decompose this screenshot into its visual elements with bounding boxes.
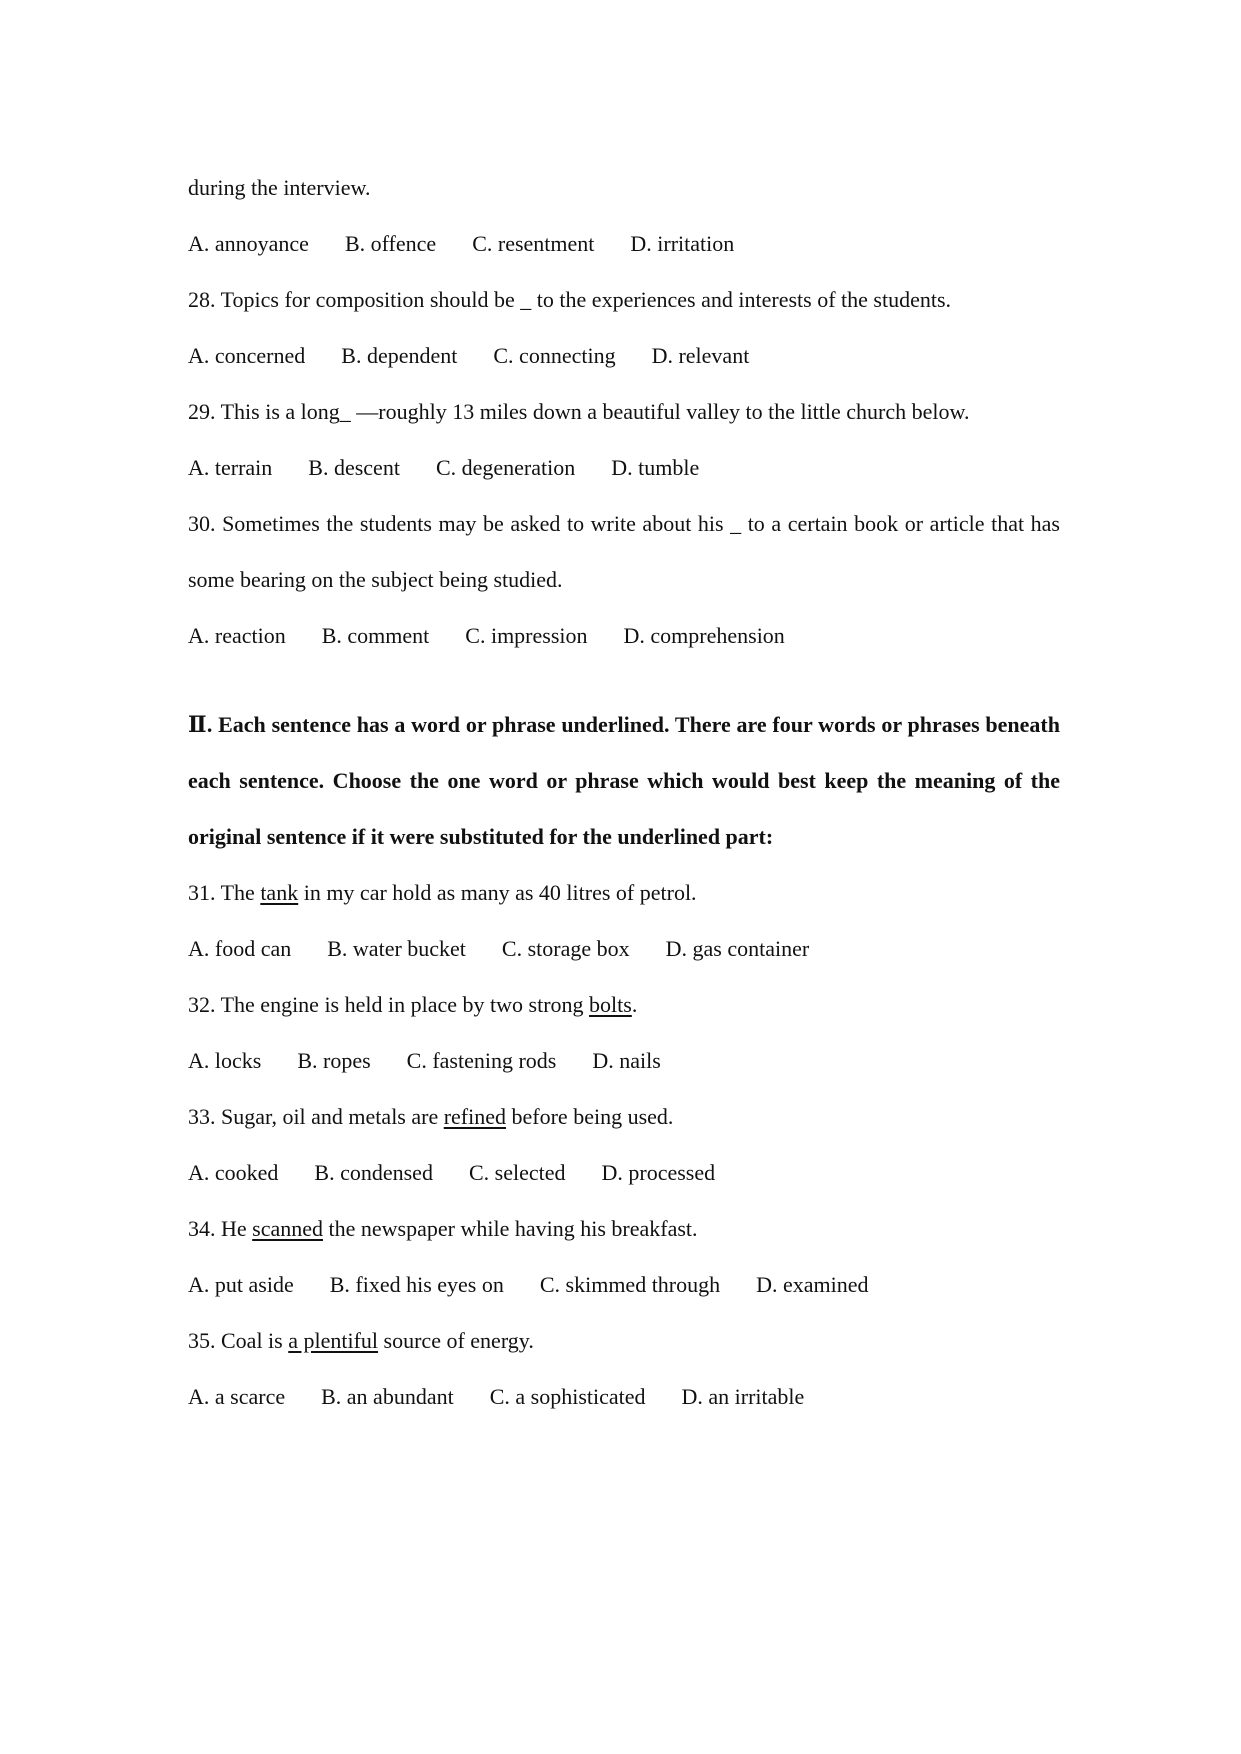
section-1-items bbox=[188, 160, 1060, 664]
option: A. a scarce bbox=[188, 1384, 286, 1409]
question-before: 31. The bbox=[188, 880, 261, 905]
answer-options bbox=[188, 921, 1060, 977]
answer-options bbox=[188, 1145, 1060, 1201]
option: D. tumble bbox=[611, 455, 700, 480]
option: D. examined bbox=[756, 1272, 869, 1297]
option: C. fastening rods bbox=[406, 1048, 557, 1073]
answer-options bbox=[188, 440, 1060, 496]
question-text bbox=[188, 1089, 1060, 1145]
option: C. degeneration bbox=[435, 455, 576, 480]
document-content bbox=[188, 160, 1060, 1425]
underlined-phrase: refined bbox=[443, 1104, 507, 1129]
underlined-phrase: tank bbox=[260, 880, 299, 905]
section-2-heading: Ⅱ. Each sentence has a word or phrase underlined. There are four words or phrases beneath each sentence. Choose the one word or phrase which would best keep the meaning of the original sentence if it were substituted for the underlined part: bbox=[188, 712, 1060, 849]
option: D. comprehension bbox=[623, 623, 785, 648]
question-text: 28. Topics for composition should be _ to the experiences and interests of the students. bbox=[188, 287, 952, 312]
option: B. condensed bbox=[314, 1160, 433, 1185]
answer-options bbox=[188, 1369, 1060, 1425]
option: D. irritation bbox=[630, 231, 735, 256]
question-after: source of energy. bbox=[378, 1328, 534, 1353]
option: B. fixed his eyes on bbox=[329, 1272, 504, 1297]
question-before: 34. He bbox=[188, 1216, 253, 1241]
option: C. connecting bbox=[493, 343, 616, 368]
option: B. offence bbox=[344, 231, 437, 256]
option: D. nails bbox=[592, 1048, 661, 1073]
question-text bbox=[188, 1313, 1060, 1369]
option: D. relevant bbox=[651, 343, 750, 368]
question-text: 30. Sometimes the students may be asked to write about his _ to a certain book or article that has some bearing on the subject being studied. bbox=[188, 511, 1060, 592]
option: C. skimmed through bbox=[539, 1272, 721, 1297]
option: C. impression bbox=[465, 623, 588, 648]
question-before: 35. Coal is bbox=[188, 1328, 289, 1353]
underlined-phrase: scanned bbox=[252, 1216, 324, 1241]
question-text bbox=[188, 1201, 1060, 1257]
option: C. storage box bbox=[501, 936, 630, 961]
answer-options bbox=[188, 1033, 1060, 1089]
underlined-phrase: bolts bbox=[589, 992, 632, 1017]
question-before: 32. The engine is held in place by two strong bbox=[188, 992, 590, 1017]
option: A. annoyance bbox=[188, 231, 309, 256]
question-text: during the interview. bbox=[188, 175, 371, 200]
option: B. comment bbox=[321, 623, 430, 648]
option: A. put aside bbox=[188, 1272, 294, 1297]
question-after: in my car hold as many as 40 litres of petrol. bbox=[298, 880, 697, 905]
option: A. terrain bbox=[188, 455, 273, 480]
question-text bbox=[188, 865, 1060, 921]
question-before: 33. Sugar, oil and metals are bbox=[188, 1104, 444, 1129]
option: A. concerned bbox=[188, 343, 306, 368]
underlined-phrase: a plentiful bbox=[288, 1328, 379, 1353]
option: B. dependent bbox=[341, 343, 458, 368]
option: B. an abundant bbox=[321, 1384, 454, 1409]
answer-options bbox=[188, 216, 1060, 272]
answer-options bbox=[188, 1257, 1060, 1313]
option: C. a sophisticated bbox=[489, 1384, 646, 1409]
question-text: 29. This is a long_ —roughly 13 miles down a beautiful valley to the little church below. bbox=[188, 399, 970, 424]
option: A. locks bbox=[188, 1048, 262, 1073]
answer-options bbox=[188, 328, 1060, 384]
option: A. cooked bbox=[188, 1160, 279, 1185]
option: C. selected bbox=[468, 1160, 566, 1185]
option: D. gas container bbox=[665, 936, 810, 961]
option: B. ropes bbox=[297, 1048, 371, 1073]
option: A. reaction bbox=[188, 623, 286, 648]
question-after: the newspaper while having his breakfast. bbox=[323, 1216, 698, 1241]
question-after: . bbox=[631, 992, 638, 1017]
option: C. resentment bbox=[472, 231, 595, 256]
option: D. an irritable bbox=[681, 1384, 805, 1409]
question-after: before being used. bbox=[506, 1104, 674, 1129]
option: B. water bucket bbox=[327, 936, 466, 961]
option: B. descent bbox=[308, 455, 400, 480]
answer-options bbox=[188, 608, 1060, 664]
question-text bbox=[188, 977, 1060, 1033]
option: A. food can bbox=[188, 936, 292, 961]
section-2-items bbox=[188, 865, 1060, 1425]
option: D. processed bbox=[601, 1160, 716, 1185]
